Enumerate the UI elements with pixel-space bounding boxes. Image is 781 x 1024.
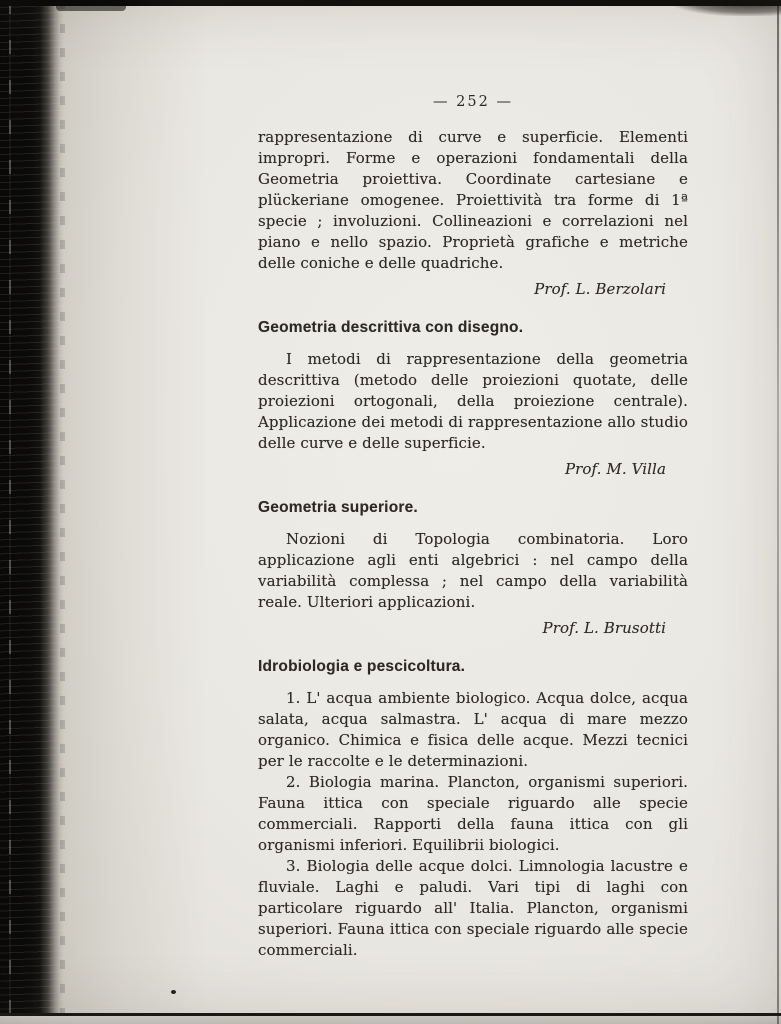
ink-dot <box>171 990 176 994</box>
paragraph: 3. Biologia delle acque dolci. Limnologia lacustre e fluviale. Laghi e paludi. Vari tipi di laghi con particolare riguardo all' Italia. Plancton, organismi superiori. Fauna ittica con speciale riguardo alle specie commerciali. <box>258 857 688 959</box>
page-number: — 252 — <box>433 94 513 110</box>
signature: Prof. L. Berzolari <box>534 280 666 298</box>
paragraph: I metodi di rappresentazione della geometria descrittiva (metodo delle proiezioni quotate, delle proiezioni ortogonali, della proiezione centrale). Applicazione dei metodi di rappresentazione allo studio delle curve e delle superficie. <box>258 350 688 452</box>
section-heading: Geometria descrittiva con disegno. <box>258 319 524 336</box>
top-right-smudge <box>671 0 781 16</box>
section-idrobiologia <box>258 656 688 961</box>
top-scan-edge <box>0 0 781 6</box>
paragraph: 1. L' acqua ambiente biologico. Acqua dolce, acqua salata, acqua salmastra. L' acqua di mare mezzo organico. Chimica e fisica delle acque. Mezzi tecnici per le raccolte e le determinazioni. <box>258 689 688 770</box>
binding-edge <box>0 0 64 1024</box>
paragraph: Nozioni di Topologia combinatoria. Loro applicazione agli enti algebrici : nel campo della variabilità complessa ; nel campo della variabilità reale. Ulteriori applicazioni. <box>258 530 688 611</box>
right-scan-edge <box>777 0 779 1024</box>
signature: Prof. M. Villa <box>564 460 666 478</box>
section-heading: Geometria superiore. <box>258 499 418 516</box>
section-geometria-descrittiva <box>258 317 688 480</box>
section-geometria-superiore <box>258 497 688 639</box>
section-heading: Idrobiologia e pescicoltura. <box>258 658 466 675</box>
signature: Prof. L. Brusotti <box>542 619 666 637</box>
binding-stitch-marks <box>60 0 65 1024</box>
section-geometria-proiettiva <box>258 127 688 300</box>
page-content <box>258 92 688 961</box>
paragraph: rappresentazione di curve e superficie. Elementi impropri. Forme e operazioni fondamentali della Geometria proiettiva. Coordinate cartesiane e plückeriane omogenee. Proiettività tra forme di 1ª specie ; involuzioni. Collineazioni e correlazioni nel piano e nello spazio. Proprietà grafiche e metriche delle coniche e delle quadriche. <box>258 128 688 272</box>
bottom-scan-edge <box>0 1013 781 1016</box>
paragraph: 2. Biologia marina. Plancton, organismi superiori. Fauna ittica con speciale riguardo alle specie commerciali. Rapporti della fauna ittica con gli organismi inferiori. Equilibrii biologici. <box>258 773 688 854</box>
